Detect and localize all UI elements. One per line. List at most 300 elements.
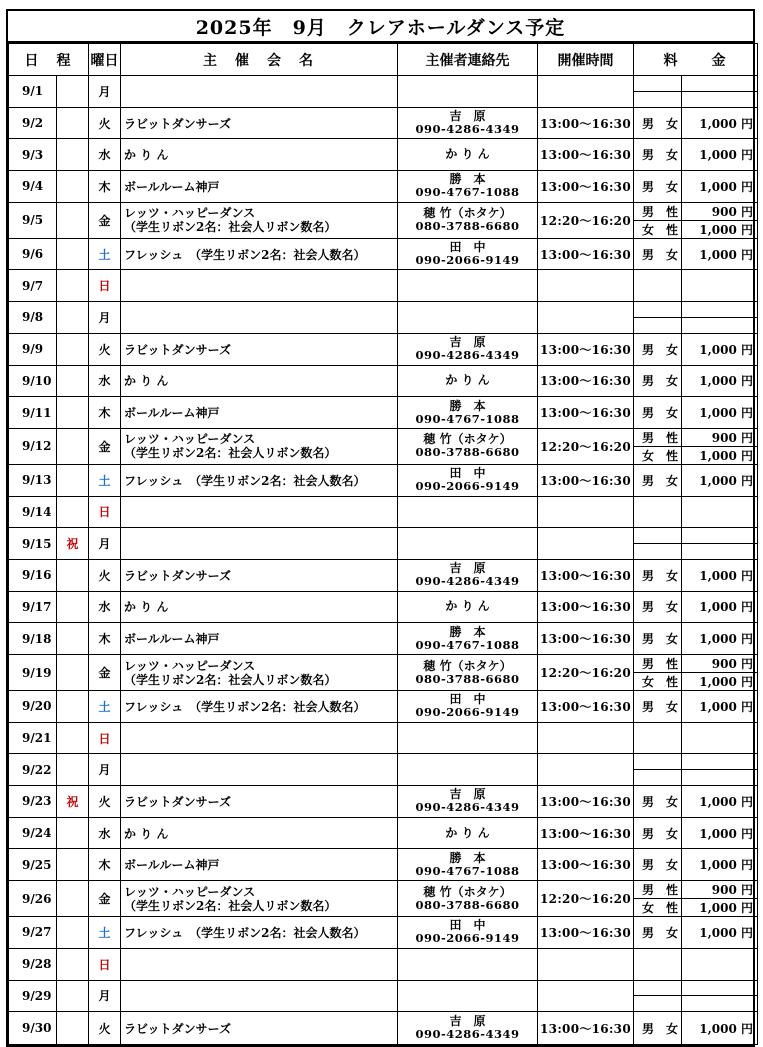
- date-cell: 9/18: [9, 623, 57, 655]
- table-row: [9, 171, 758, 203]
- date-cell: 9/15: [9, 528, 57, 560]
- contact-cell: [398, 397, 538, 429]
- holiday-mark: [57, 464, 89, 496]
- contact-name: 田 中: [449, 240, 486, 255]
- holiday-mark: [57, 171, 89, 203]
- contact-tel: 080-3788-6680: [415, 897, 520, 912]
- weekday-cell: 月: [89, 302, 121, 334]
- table-row: [9, 496, 758, 528]
- fee-cell: [682, 302, 758, 334]
- organizer-cell: ボールルーム神戸: [121, 623, 398, 655]
- holiday-mark: [57, 365, 89, 397]
- time-cell: 12:20～16:20: [538, 202, 634, 238]
- contact-name: 穂 竹（ホタケ）: [423, 206, 512, 221]
- sex-cell: 男 女: [634, 849, 682, 881]
- date-cell: 9/16: [9, 559, 57, 591]
- organizer-cell: [121, 428, 398, 464]
- date-cell: 9/14: [9, 496, 57, 528]
- time-cell: [538, 948, 634, 980]
- table-row: [9, 655, 758, 691]
- contact-name: 田 中: [449, 466, 486, 481]
- time-cell: [538, 980, 634, 1012]
- fee-cell: [682, 948, 758, 980]
- organizer-note: （学生リボン2名：社会人リボン数名）: [124, 220, 337, 235]
- holiday-mark: [57, 559, 89, 591]
- table-row: [9, 691, 758, 723]
- contact-name: 吉 原: [449, 335, 486, 350]
- time-cell: 12:20～16:20: [538, 881, 634, 917]
- date-cell: 9/22: [9, 754, 57, 786]
- holiday-mark: [57, 496, 89, 528]
- contact-name: 田 中: [449, 692, 486, 707]
- organizer-cell: [121, 302, 398, 334]
- table-row: [9, 76, 758, 108]
- time-cell: [538, 496, 634, 528]
- date-cell: 9/24: [9, 817, 57, 849]
- organizer-cell: [121, 496, 398, 528]
- fee-cell: 1,000 円: [682, 691, 758, 723]
- table-row: [9, 464, 758, 496]
- contact-tel: 080-3788-6680: [415, 445, 520, 460]
- sex-cell: [634, 528, 682, 560]
- fee-cell: 1,000 円: [682, 786, 758, 818]
- date-cell: 9/1: [9, 76, 57, 108]
- sex-cell: [634, 754, 682, 786]
- contact-cell: [398, 655, 538, 691]
- contact-cell: [398, 1012, 538, 1045]
- fee-male: 900 円: [711, 883, 753, 898]
- time-cell: 13:00～16:30: [538, 1012, 634, 1045]
- time-cell: 13:00～16:30: [538, 849, 634, 881]
- sex-cell: 男 女: [634, 591, 682, 623]
- holiday-mark: [57, 980, 89, 1012]
- fee-male: 900 円: [711, 657, 753, 671]
- contact-cell: [398, 948, 538, 980]
- organizer-cell: [121, 270, 398, 302]
- organizer-cell: ラビットダンサーズ: [121, 107, 398, 139]
- contact-cell: [398, 528, 538, 560]
- organizer-cell: ボールルーム神戸: [121, 397, 398, 429]
- date-cell: 9/13: [9, 464, 57, 496]
- sex-female: 女 性: [634, 220, 681, 238]
- contact-cell: [398, 202, 538, 238]
- header-row: [9, 44, 758, 76]
- fee-cell: [682, 980, 758, 1012]
- holiday-mark: [57, 1012, 89, 1045]
- organizer-name: レッツ・ハッピーダンス: [124, 206, 256, 221]
- weekday-cell: 火: [89, 107, 121, 139]
- fee-cell: 1,000 円: [682, 238, 758, 270]
- table-row: [9, 849, 758, 881]
- organizer-cell: ラビットダンサーズ: [121, 786, 398, 818]
- holiday-mark: [57, 948, 89, 980]
- sex-cell: 男 女: [634, 1012, 682, 1045]
- weekday-cell: 木: [89, 623, 121, 655]
- fee-cell: 1,000 円: [682, 591, 758, 623]
- date-cell: 9/27: [9, 917, 57, 949]
- contact-tel: 090-4286-4349: [415, 574, 520, 589]
- organizer-cell: フレッシュ （学生リボン2名：社会人数名）: [121, 917, 398, 949]
- weekday-cell: 火: [89, 1012, 121, 1045]
- table-row: [9, 623, 758, 655]
- holiday-mark: [57, 691, 89, 723]
- contact-cell: [398, 171, 538, 203]
- weekday-cell: 火: [89, 333, 121, 365]
- weekday-cell: 土: [89, 464, 121, 496]
- weekday-cell: 金: [89, 655, 121, 691]
- sex-cell: 男 女: [634, 623, 682, 655]
- fee-cell: 1,000 円: [682, 623, 758, 655]
- holiday-mark: [57, 76, 89, 108]
- contact-name: 吉 原: [449, 787, 486, 802]
- contact-tel: 090-4286-4349: [415, 1027, 520, 1042]
- contact-tel: 090-2066-9149: [415, 705, 520, 720]
- contact-cell: [398, 302, 538, 334]
- sex-cell: [634, 722, 682, 754]
- holiday-mark: [57, 333, 89, 365]
- organizer-cell: ラビットダンサーズ: [121, 333, 398, 365]
- date-cell: 9/17: [9, 591, 57, 623]
- organizer-name: レッツ・ハッピーダンス: [124, 658, 256, 673]
- table-row: [9, 139, 758, 171]
- contact-cell: [398, 786, 538, 818]
- contact-name: 吉 原: [449, 109, 486, 124]
- time-cell: 13:00～16:30: [538, 623, 634, 655]
- fee-cell: [682, 428, 758, 464]
- weekday-cell: 水: [89, 139, 121, 171]
- holiday-mark: [57, 623, 89, 655]
- schedule-sheet: [6, 9, 755, 1047]
- fee-cell: 1,000 円: [682, 464, 758, 496]
- date-cell: 9/9: [9, 333, 57, 365]
- table-row: [9, 238, 758, 270]
- contact-cell: [398, 76, 538, 108]
- contact-tel: 090-2066-9149: [415, 931, 520, 946]
- sex-cell: 男 女: [634, 917, 682, 949]
- contact-name: 吉 原: [449, 1014, 486, 1029]
- table-row: [9, 980, 758, 1012]
- holiday-mark: [57, 591, 89, 623]
- contact-name: 田 中: [449, 918, 486, 933]
- sex-cell: [634, 655, 682, 691]
- organizer-cell: [121, 528, 398, 560]
- fee-cell: 1,000 円: [682, 817, 758, 849]
- table-row: [9, 270, 758, 302]
- time-cell: 13:00～16:30: [538, 591, 634, 623]
- contact-cell: [398, 754, 538, 786]
- fee-cell: 1,000 円: [682, 559, 758, 591]
- holiday-mark: [57, 202, 89, 238]
- holiday-mark: [57, 397, 89, 429]
- date-cell: 9/21: [9, 722, 57, 754]
- table-row: [9, 917, 758, 949]
- sex-cell: 男 女: [634, 397, 682, 429]
- time-cell: 13:00～16:30: [538, 171, 634, 203]
- table-row: [9, 528, 758, 560]
- sex-male: 男 性: [642, 204, 679, 219]
- contact-tel: 090-4767-1088: [415, 863, 520, 878]
- holiday-mark: [57, 270, 89, 302]
- sex-cell: 男 女: [634, 464, 682, 496]
- time-cell: 13:00～16:30: [538, 559, 634, 591]
- contact-tel: 090-4286-4349: [415, 122, 520, 137]
- header-contact: 主催者連絡先: [398, 44, 538, 76]
- fee-cell: [682, 270, 758, 302]
- sex-cell: [634, 202, 682, 238]
- weekday-cell: 木: [89, 849, 121, 881]
- fee-female: 1,000 円: [682, 898, 757, 916]
- table-row: [9, 948, 758, 980]
- date-cell: 9/25: [9, 849, 57, 881]
- date-cell: 9/2: [9, 107, 57, 139]
- time-cell: [538, 722, 634, 754]
- contact-cell: [398, 691, 538, 723]
- weekday-cell: 月: [89, 76, 121, 108]
- fee-cell: [682, 655, 758, 691]
- time-cell: [538, 754, 634, 786]
- schedule-table: [8, 43, 758, 1045]
- holiday-mark: 祝: [57, 786, 89, 818]
- contact-tel: 080-3788-6680: [415, 671, 520, 686]
- table-row: [9, 722, 758, 754]
- fee-male: 900 円: [711, 204, 753, 219]
- organizer-cell: ボールルーム神戸: [121, 849, 398, 881]
- organizer-cell: フレッシュ （学生リボン2名：社会人数名）: [121, 238, 398, 270]
- contact-name: 穂 竹（ホタケ）: [423, 884, 512, 899]
- header-date: 日 程: [9, 44, 89, 76]
- table-row: [9, 428, 758, 464]
- date-cell: 9/5: [9, 202, 57, 238]
- holiday-mark: [57, 722, 89, 754]
- sex-cell: 男 女: [634, 365, 682, 397]
- contact-cell: [398, 849, 538, 881]
- time-cell: 13:00～16:30: [538, 786, 634, 818]
- table-row: [9, 397, 758, 429]
- organizer-cell: [121, 754, 398, 786]
- organizer-note: （学生リボン2名：社会人リボン数名）: [124, 898, 337, 913]
- date-cell: 9/10: [9, 365, 57, 397]
- date-cell: 9/30: [9, 1012, 57, 1045]
- contact-name: 穂 竹（ホタケ）: [423, 432, 512, 447]
- organizer-cell: [121, 948, 398, 980]
- contact-cell: [398, 238, 538, 270]
- date-cell: 9/8: [9, 302, 57, 334]
- organizer-cell: フレッシュ （学生リボン2名：社会人数名）: [121, 691, 398, 723]
- contact-name: 吉 原: [449, 561, 486, 576]
- schedule-body: [9, 76, 758, 1045]
- contact-tel: 080-3788-6680: [415, 219, 520, 234]
- fee-cell: [682, 76, 758, 108]
- date-cell: 9/6: [9, 238, 57, 270]
- organizer-name: レッツ・ハッピーダンス: [124, 884, 256, 899]
- contact-cell: [398, 917, 538, 949]
- time-cell: 13:00～16:30: [538, 464, 634, 496]
- organizer-cell: か り ん: [121, 817, 398, 849]
- contact-tel: 090-2066-9149: [415, 479, 520, 494]
- time-cell: 12:20～16:20: [538, 428, 634, 464]
- holiday-mark: [57, 849, 89, 881]
- sex-cell: [634, 76, 682, 108]
- contact-cell: か り ん: [398, 139, 538, 171]
- fee-cell: [682, 754, 758, 786]
- header-day: 曜日: [89, 44, 121, 76]
- table-row: [9, 302, 758, 334]
- weekday-cell: 日: [89, 496, 121, 528]
- time-cell: 13:00～16:30: [538, 397, 634, 429]
- weekday-cell: 水: [89, 365, 121, 397]
- date-cell: 9/7: [9, 270, 57, 302]
- sex-cell: [634, 302, 682, 334]
- organizer-cell: [121, 202, 398, 238]
- organizer-cell: か り ん: [121, 139, 398, 171]
- contact-cell: か り ん: [398, 365, 538, 397]
- organizer-cell: [121, 881, 398, 917]
- weekday-cell: 金: [89, 202, 121, 238]
- table-row: [9, 817, 758, 849]
- sex-male: 男 性: [642, 430, 679, 445]
- fee-cell: [682, 881, 758, 917]
- organizer-cell: か り ん: [121, 591, 398, 623]
- contact-cell: [398, 107, 538, 139]
- contact-cell: [398, 333, 538, 365]
- holiday-mark: [57, 917, 89, 949]
- weekday-cell: 月: [89, 754, 121, 786]
- holiday-mark: [57, 139, 89, 171]
- table-row: [9, 591, 758, 623]
- contact-cell: [398, 270, 538, 302]
- weekday-cell: 月: [89, 980, 121, 1012]
- fee-cell: 1,000 円: [682, 397, 758, 429]
- sex-cell: 男 女: [634, 333, 682, 365]
- time-cell: [538, 302, 634, 334]
- sex-cell: 男 女: [634, 107, 682, 139]
- organizer-cell: ラビットダンサーズ: [121, 1012, 398, 1045]
- contact-cell: [398, 428, 538, 464]
- holiday-mark: [57, 881, 89, 917]
- contact-name: 勝 本: [449, 850, 486, 865]
- contact-tel: 090-4767-1088: [415, 637, 520, 652]
- fee-female: 1,000 円: [682, 672, 757, 690]
- holiday-mark: [57, 428, 89, 464]
- contact-tel: 090-4767-1088: [415, 411, 520, 426]
- table-row: [9, 881, 758, 917]
- holiday-mark: [57, 817, 89, 849]
- fee-cell: 1,000 円: [682, 107, 758, 139]
- sex-cell: 男 女: [634, 559, 682, 591]
- weekday-cell: 日: [89, 948, 121, 980]
- table-row: [9, 559, 758, 591]
- date-cell: 9/29: [9, 980, 57, 1012]
- contact-cell: [398, 496, 538, 528]
- sex-cell: [634, 496, 682, 528]
- contact-cell: [398, 722, 538, 754]
- contact-tel: 090-4767-1088: [415, 185, 520, 200]
- time-cell: 13:00～16:30: [538, 691, 634, 723]
- header-fee: 料 金: [634, 44, 758, 76]
- holiday-mark: [57, 238, 89, 270]
- time-cell: 13:00～16:30: [538, 917, 634, 949]
- time-cell: 13:00～16:30: [538, 238, 634, 270]
- weekday-cell: 水: [89, 817, 121, 849]
- contact-name: 勝 本: [449, 172, 486, 187]
- fee-female: 1,000 円: [682, 446, 757, 464]
- organizer-note: （学生リボン2名：社会人リボン数名）: [124, 446, 337, 461]
- weekday-cell: 火: [89, 786, 121, 818]
- table-row: [9, 1012, 758, 1045]
- page-title: 2025年 9月 クレアホールダンス予定: [8, 11, 753, 43]
- sex-cell: [634, 980, 682, 1012]
- sex-cell: [634, 948, 682, 980]
- header-organizer: 主 催 会 名: [121, 44, 398, 76]
- organizer-cell: [121, 76, 398, 108]
- table-row: [9, 107, 758, 139]
- contact-name: 勝 本: [449, 398, 486, 413]
- weekday-cell: 日: [89, 270, 121, 302]
- organizer-cell: [121, 655, 398, 691]
- date-cell: 9/28: [9, 948, 57, 980]
- time-cell: 13:00～16:30: [538, 365, 634, 397]
- sex-cell: 男 女: [634, 786, 682, 818]
- date-cell: 9/20: [9, 691, 57, 723]
- weekday-cell: 木: [89, 397, 121, 429]
- sex-cell: 男 女: [634, 171, 682, 203]
- holiday-mark: [57, 107, 89, 139]
- contact-cell: [398, 559, 538, 591]
- weekday-cell: 日: [89, 722, 121, 754]
- organizer-cell: [121, 980, 398, 1012]
- date-cell: 9/19: [9, 655, 57, 691]
- contact-cell: か り ん: [398, 817, 538, 849]
- time-cell: [538, 528, 634, 560]
- holiday-mark: [57, 302, 89, 334]
- date-cell: 9/12: [9, 428, 57, 464]
- organizer-cell: [121, 722, 398, 754]
- fee-cell: 1,000 円: [682, 1012, 758, 1045]
- holiday-mark: [57, 655, 89, 691]
- fee-male: 900 円: [711, 430, 753, 445]
- organizer-note: （学生リボン2名：社会人リボン数名）: [124, 672, 337, 687]
- time-cell: [538, 270, 634, 302]
- contact-cell: [398, 623, 538, 655]
- sex-cell: [634, 270, 682, 302]
- table-row: [9, 365, 758, 397]
- time-cell: [538, 76, 634, 108]
- weekday-cell: 木: [89, 171, 121, 203]
- sex-cell: [634, 428, 682, 464]
- sex-cell: 男 女: [634, 691, 682, 723]
- organizer-name: レッツ・ハッピーダンス: [124, 432, 256, 447]
- time-cell: 12:20～16:20: [538, 655, 634, 691]
- fee-cell: 1,000 円: [682, 917, 758, 949]
- contact-cell: か り ん: [398, 591, 538, 623]
- contact-tel: 090-4286-4349: [415, 348, 520, 363]
- time-cell: 13:00～16:30: [538, 333, 634, 365]
- contact-cell: [398, 881, 538, 917]
- weekday-cell: 土: [89, 917, 121, 949]
- weekday-cell: 土: [89, 691, 121, 723]
- contact-cell: [398, 464, 538, 496]
- holiday-mark: [57, 754, 89, 786]
- fee-cell: 1,000 円: [682, 171, 758, 203]
- fee-cell: [682, 496, 758, 528]
- sex-cell: 男 女: [634, 238, 682, 270]
- fee-female: 1,000 円: [682, 220, 757, 238]
- table-row: [9, 333, 758, 365]
- table-row: [9, 202, 758, 238]
- organizer-cell: フレッシュ （学生リボン2名：社会人数名）: [121, 464, 398, 496]
- table-row: [9, 754, 758, 786]
- sex-cell: [634, 881, 682, 917]
